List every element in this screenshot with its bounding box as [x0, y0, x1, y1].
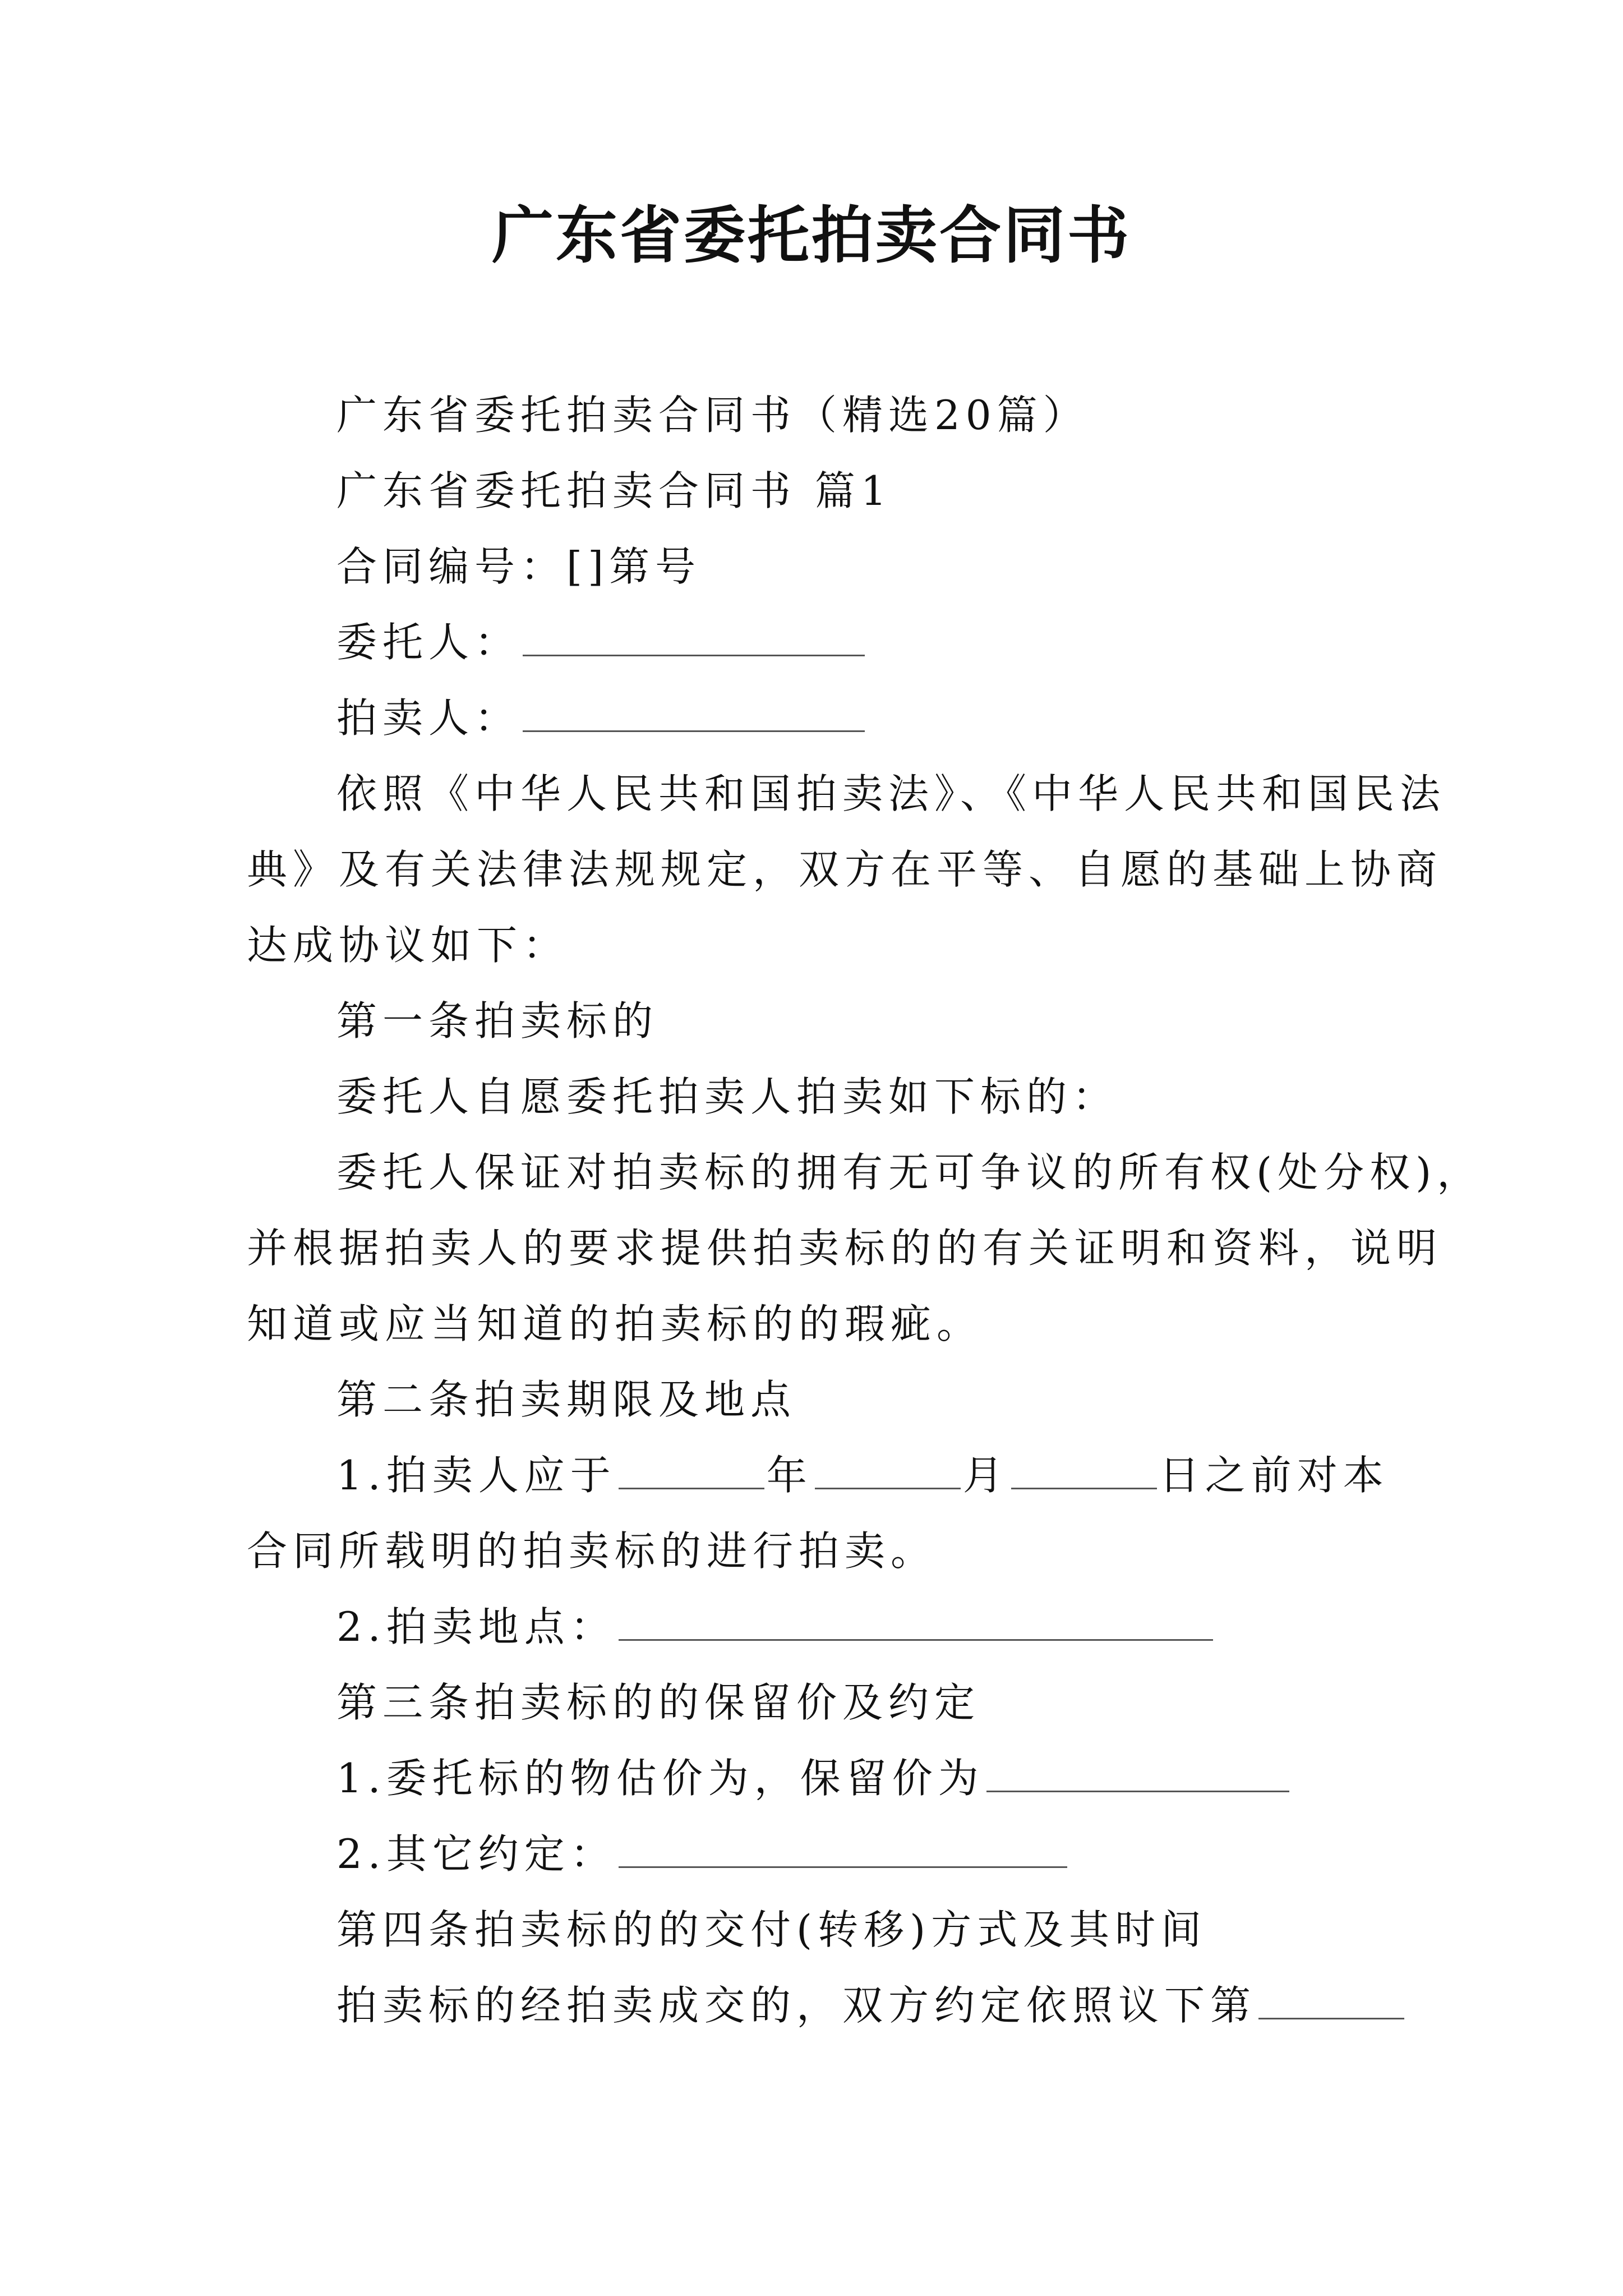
paragraph-line: 委托人自愿委托拍卖人拍卖如下标的： — [336, 1073, 1119, 1120]
principal-blank — [523, 615, 865, 656]
other-terms-line — [336, 1826, 1542, 1882]
contract-number: 合同编号：[]第号 — [336, 543, 702, 590]
year-label: 年 — [766, 1452, 813, 1499]
delivery-blank — [1258, 1978, 1404, 2019]
reserve-price-line — [336, 1750, 1542, 1806]
subtitle: 广东省委托拍卖合同书（精选20篇） — [336, 392, 1089, 439]
location-label: 2.拍卖地点： — [336, 1603, 616, 1650]
section-heading: 广东省委托拍卖合同书 篇1 — [336, 467, 892, 514]
day-label: 日之前对本 — [1159, 1452, 1389, 1499]
auctioneer-label: 拍卖人： — [336, 694, 521, 742]
year-blank — [619, 1448, 764, 1489]
location-blank — [619, 1600, 1213, 1641]
article-heading: 第一条拍卖标的 — [336, 997, 659, 1045]
auctioneer-line — [336, 690, 1542, 746]
auctioneer-blank — [523, 691, 865, 732]
paragraph-line: 依照《中华人民共和国拍卖法》、《中华人民共和国民法 — [336, 770, 1446, 817]
date-line-label: 1.拍卖人应于 — [336, 1452, 616, 1499]
reserve-price-label: 1.委托标的物估价为，保留价为 — [336, 1755, 984, 1802]
reserve-price-blank — [986, 1751, 1289, 1792]
other-terms-label: 2.其它约定： — [336, 1830, 616, 1878]
location-line — [336, 1599, 1542, 1655]
principal-line — [336, 614, 1542, 670]
article-heading: 第四条拍卖标的的交付(转移)方式及其时间 — [336, 1906, 1207, 1953]
paragraph-line: 知道或应当知道的拍卖标的的瑕疵。 — [247, 1300, 983, 1347]
article-heading: 第三条拍卖标的的保留价及约定 — [336, 1679, 981, 1726]
article-heading: 第二条拍卖期限及地点 — [336, 1376, 797, 1423]
delivery-line — [336, 1977, 1542, 2033]
principal-label: 委托人： — [336, 619, 521, 666]
date-line — [336, 1447, 1542, 1503]
paragraph-line: 合同所载明的拍卖标的进行拍卖。 — [247, 1527, 937, 1575]
month-label: 月 — [962, 1452, 1009, 1499]
day-blank — [1011, 1448, 1157, 1489]
paragraph-line: 典》及有关法律法规规定，双方在平等、自愿的基础上协商 — [247, 846, 1443, 893]
paragraph-line: 达成协议如下： — [247, 922, 569, 969]
other-terms-blank — [619, 1827, 1067, 1868]
paragraph-line: 委托人保证对拍卖标的拥有无可争议的所有权(处分权)， — [336, 1149, 1483, 1196]
paragraph-line: 并根据拍卖人的要求提供拍卖标的的有关证明和资料，说明 — [247, 1225, 1443, 1272]
delivery-label: 拍卖标的经拍卖成交的，双方约定依照议下第 — [336, 1982, 1257, 2029]
document-title: 广东省委托拍卖合同书 — [492, 200, 1131, 272]
month-blank — [815, 1448, 961, 1489]
